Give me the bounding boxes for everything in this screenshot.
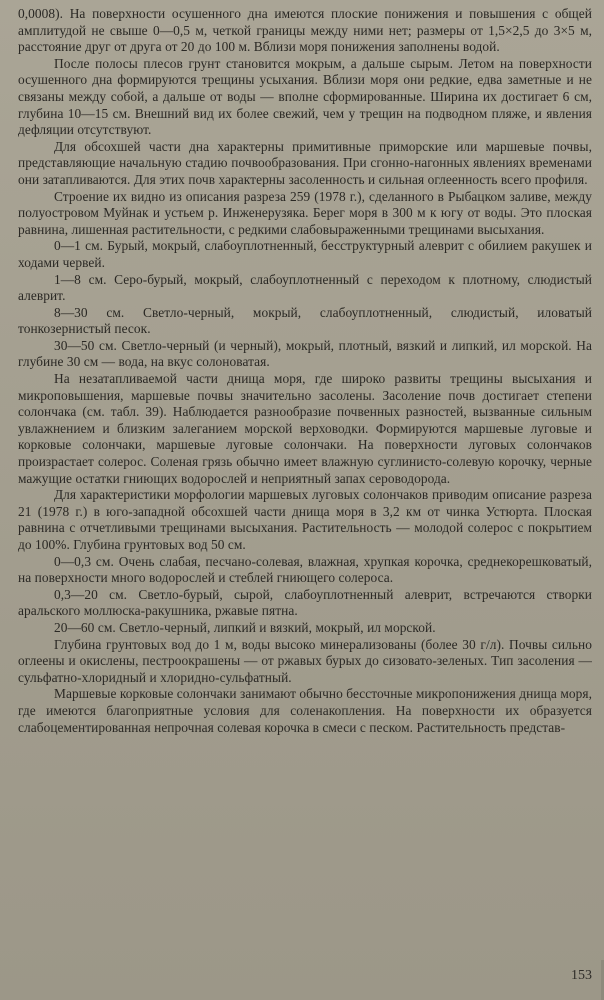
paragraph: 0,0008). На поверхности осушенного дна имеются плоские понижения и повышения с общей амплитудой не свыше 0—0,5 м, четкой границы между ними нет; размеры от 1,5×2,5 до 3×5 м, расстояние друг от друга от 20 до 100 м. Вблизи моря понижения заполнены водой. [18,6,592,55]
paragraph: После полосы плесов грунт становится мокрым, а дальше сырым. Летом на поверхности осушенного дна формируются трещины усыхания. Вблизи моря они редкие, едва заметные и не связаны между собой, а дальше от воды — вполне сформированные. Ширина их достигает 6 см, глубина 10—15 см. Внешний вид их более свежий, чем у трещин на подводном пляже, и явления дефляции отсутствуют. [18,55,592,138]
paragraph: 1—8 см. Серо-бурый, мокрый, слабоуплотненный с переходом к плотному, слюдистый алеврит. [18,271,592,304]
paragraph: Глубина грунтовых вод до 1 м, воды высоко минерализованы (более 30 г/л). Почвы сильно оглеены и окислены, пестроокрашены — от ржавых бурых до сизовато-зеленых. Тип засоления — сульфатно-хлоридный и хлоридно-сульфатный. [18,636,592,685]
paragraph: 0—0,3 см. Очень слабая, песчано-солевая, влажная, хрупкая корочка, среднекорешковатый, на поверхности много водорослей и стеблей гниющего солероса. [18,553,592,586]
paragraph: 0—1 см. Бурый, мокрый, слабоуплотненный, бесструктурный алеврит с обилием ракушек и ходами червей. [18,238,592,270]
paragraph: Для характеристики морфологии маршевых луговых солончаков приводим описание разреза 21 (1978 г.) в юго-западной обсохшей части днища моря в 3,2 км от чинка Устюрта. Плоская равнина с отчетливыми трещинами высыхания. Растительность — молодой солерос с покрытием до 100%. Глубина грунтовых вод 50 см. [18,487,592,552]
paragraph: 0,3—20 см. Светло-бурый, сырой, слабоуплотненный алеврит, встречаются створки аральского моллюска-ракушника, ржавые пятна. [18,586,592,619]
paragraph: На незатапливаемой части днища моря, где широко развиты трещины высыхания и микроповышения, маршевые почвы значительно засолены. Засоление почв достигает степени солончака (см. табл. 39). Наблюдается разнообразие почвенных разностей, вызванные сильным увлажнением и близким залеганием морской верховодки. Формируются маршевые луговые и корковые солончаки, маршевые луговые солончаки. На поверхности луговых солончаков произрастает солерос. Соленая грязь обычно имеет влажную суглинисто-солевую корочку, черные мажущие остатки гниющих водорослей и неприятный запах сероводорода. [18,371,592,486]
paragraph: 20—60 см. Светло-черный, липкий и вязкий, мокрый, ил морской. [54,619,436,635]
paragraph: 8—30 см. Светло-черный, мокрый, слабоуплотненный, слюдистый, иловатый тонкозернистый песок. [18,304,592,337]
page-number: 153 [571,968,592,983]
paragraph: Маршевые корковые солончаки занимают обычно бессточные микропонижения днища моря, где имеются благоприятные условия для соленакопления. На поверхности их образуется слабоцементированная непрочная солевая корочка в смеси с песком. Растительность представ- [18,686,592,735]
paragraph: Для обсохшей части дна характерны примитивные приморские или маршевые почвы, представляющие начальную стадию почвообразования. При сгонно-нагонных явлениях временами они затапливаются. Для этих почв характерны засоленность и сильная оглеенность всего профиля. [18,138,592,187]
paragraph: 30—50 см. Светло-черный (и черный), мокрый, плотный, вязкий и липкий, ил морской. На глубине 30 см — вода, на вкус солоноватая. [18,337,592,370]
text-body [18,6,592,736]
paragraph: Строение их видно из описания разреза 259 (1978 г.), сделанного в Рыбацком заливе, между полуостровом Муйнак и устьем р. Инженерузяка. Берег моря в 300 м к югу от воды. Это плоская равнина, лишенная растительности, с редкими слабовыраженными трещинами высыхания. [18,188,592,237]
